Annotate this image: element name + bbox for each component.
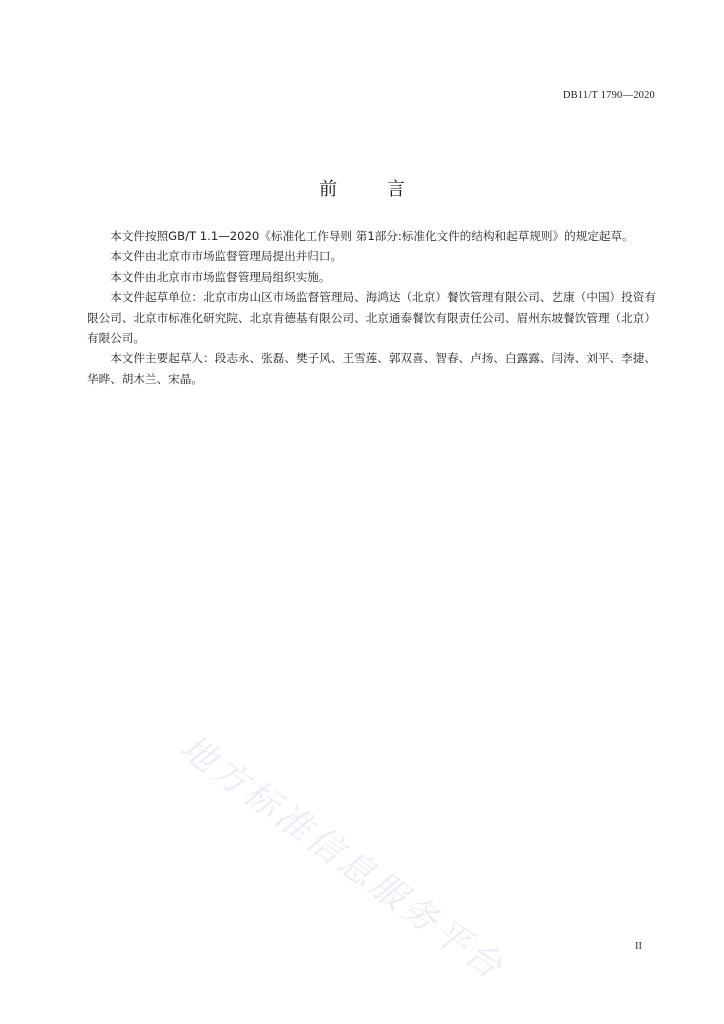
paragraph-proposed-by: 本文件由北京市市场监督管理局提出并归口。 [110, 249, 343, 264]
paragraph-implemented-by: 本文件由北京市市场监督管理局组织实施。 [110, 269, 331, 284]
page-number: II [635, 941, 642, 952]
foreword-body [87, 226, 656, 389]
paragraph-drafting-units: 本文件起草单位：北京市房山区市场监督管理局、海鸿达（北京）餐饮管理有限公司、艺康（中国）投资有限公司、北京市标准化研究院、北京肯德基有限公司、北京通泰餐饮有限责任公司、眉州东坡餐饮管理（北京）有限公司。 [87, 290, 656, 346]
watermark-text: 地方标准信息服务平台 [172, 727, 512, 989]
document-code: DB11/T 1790—2020 [562, 90, 655, 101]
paragraph-drafters: 本文件主要起草人：段志永、张磊、樊子风、王雪莲、郭双喜、智春、卢扬、白露露、闫涛、刘平、李捷、华晔、胡木兰、宋晶。 [87, 351, 656, 386]
paragraph-drafting-rules: 本文件按照GB/T 1.1—2020《标准化工作导则 第1部分:标准化文件的结构和起草规则》的规定起草。 [110, 229, 634, 243]
page-title: 前 言 [319, 179, 427, 201]
